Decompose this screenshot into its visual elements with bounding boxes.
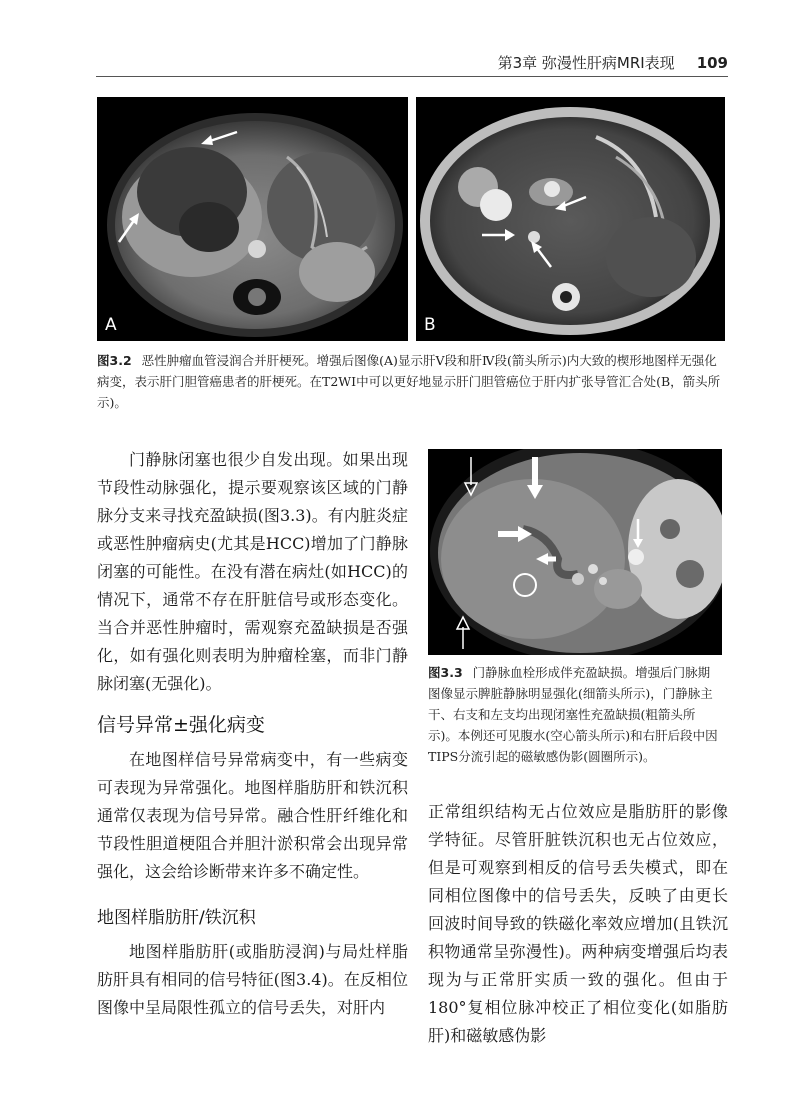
caption-text: 门静脉血栓形成伴充盈缺损。增强后门脉期图像显示脾脏静脉明显强化(细箭头所示)，门静脉主干、右支和左支均出现闭塞性充盈缺损(粗箭头所示)。本例还可见腹水(空心箭头所示)和右肝后段中因TIPS分流引起的磁敏感伪影(圆圈所示)。 [428, 665, 718, 764]
paragraph-right-column: 正常组织结构无占位效应是脂肪肝的影像学特征。尽管肝脏铁沉积也无占位效应，但是可观察到相反的信号丢失模式，即在同相位图像中的信号丢失，反映了由更长回波时间导致的铁磁化率效应增加(且铁沉积物通常呈弥漫性)。两种病变增强后均表现为与正常肝实质一致的强化。但由于180°复相位脉冲校正了相位变化(如脂肪肝)和磁敏感伪影 [428, 802, 728, 1045]
paragraph-signal-abnormality: 在地图样信号异常病变中，有一些病变可表现为异常强化。地图样脂肪肝和铁沉积通常仅表现为信号异常。融合性肝纤维化和节段性胆道梗阻合并胆汁淤积常会出现异常强化，这会给诊断带来许多不确定性。 [97, 750, 408, 881]
arrow-overlay-3-3 [428, 449, 722, 655]
caption-text: 恶性肿瘤血管浸润合并肝梗死。增强后图像(A)显示肝Ⅴ段和肝Ⅳ段(箭头所示)内大致的楔形地图样无强化病变，表示肝门胆管癌患者的肝梗死。在T2WI中可以更好地显示肝门胆管癌位于肝内扩张导管汇合处(B，箭头所示)。 [97, 353, 721, 410]
heading-signal-abnormality: 信号异常±强化病变 [97, 714, 265, 736]
figure-3-3-caption [428, 662, 722, 767]
figure-3-3-image [428, 449, 722, 655]
figure-3-2-panel-a [97, 97, 408, 341]
header-rule [96, 76, 728, 77]
running-head [498, 52, 728, 73]
paragraph-portal-vein: 门静脉闭塞也很少自发出现。如果出现节段性动脉强化，提示要观察该区域的门静脉分支来寻找充盈缺损(图3.3)。有内脏炎症或恶性肿瘤病史(尤其是HCC)增加了门静脉闭塞的可能性。在没有潜在病灶(如HCC)的情况下，通常不存在肝脏信号或形态变化。当合并恶性肿瘤时，需观察充盈缺损是否强化，如有强化则表明为肿瘤栓塞，而非门静脉闭塞(无强化)。 [97, 450, 408, 693]
panel-label-b: B [424, 315, 436, 335]
caption-number: 图3.3 [428, 665, 463, 680]
caption-number: 图3.2 [97, 353, 132, 368]
figure-3-2-panel-b [416, 97, 725, 341]
paragraph-fatty-liver: 地图样脂肪肝(或脂肪浸润)与局灶样脂肪肝具有相同的信号特征(图3.4)。在反相位图像中呈局限性孤立的信号丢失，对肝内 [97, 942, 408, 1017]
chapter-title: 第3章 弥漫性肝病MRI表现 [497, 54, 675, 72]
panel-label-a: A [105, 315, 117, 335]
arrow-overlay-a [97, 97, 408, 341]
heading-fatty-liver: 地图样脂肪肝/铁沉积 [97, 908, 256, 928]
figure-3-2-caption [97, 350, 725, 413]
arrow-overlay-b [416, 97, 725, 341]
page-number: 109 [696, 54, 728, 72]
